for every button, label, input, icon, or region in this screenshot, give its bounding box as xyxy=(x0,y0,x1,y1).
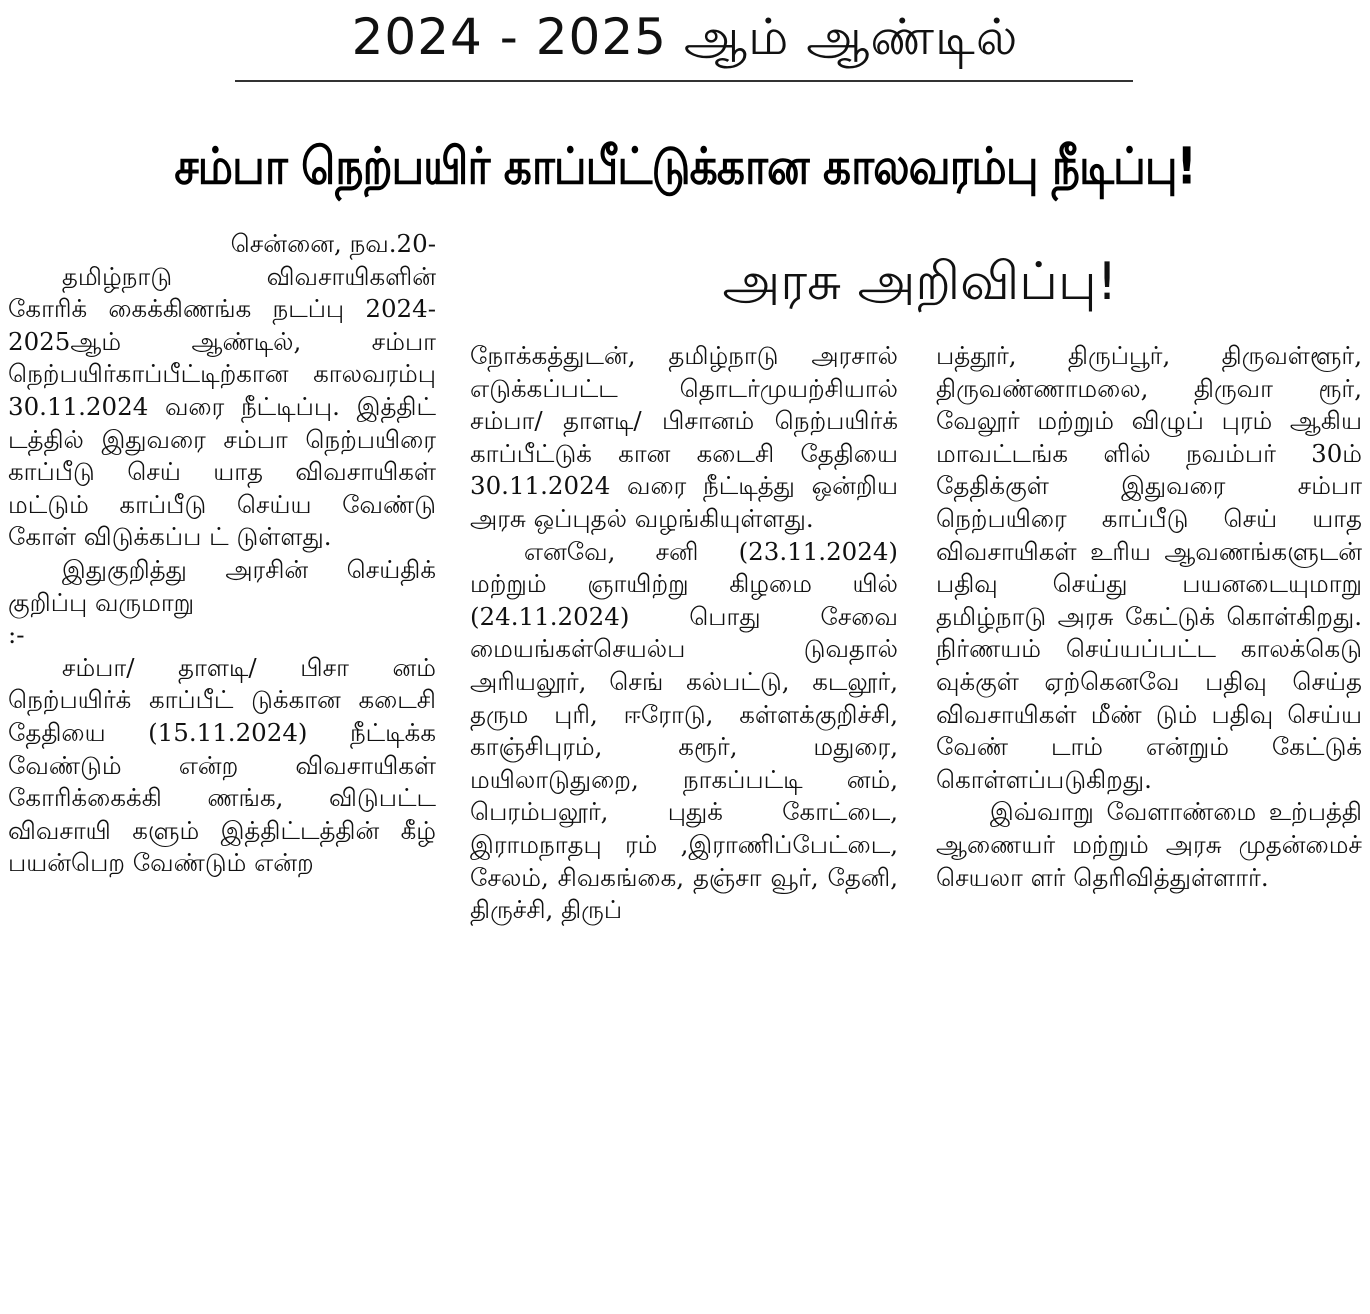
col1-paragraph-2: இதுகுறித்து அரசின் செய்திக் குறிப்பு வருமாறு xyxy=(8,554,436,617)
article-column-1 xyxy=(8,228,436,1308)
col3-paragraph-1: பத்தூர், திருப்பூர், திருவள்ளூர், திருவண்ணாமலை, திருவா ரூர், வேலூர் மற்றும் விழுப் புரம் ஆகிய மாவட்டங்க ளில் நவம்பர் 30ம் தேதிக்குள் இதுவரை சம்பா நெற்பயிரை காப்பீடு செய் யாத விவசாயிகள் உரிய ஆவணங்களுடன் பதிவு செய்து பயனடையுமாறு தமிழ்நாடு அரசு கேட்டுக் கொள்கிறது. நிர்ணயம் செய்யப்பட்ட காலக்கெடு வுக்குள் ஏற்கெனவே பதிவு செய்த விவசாயிகள் மீண் டும் பதிவு செய்ய வேண் டாம் என்றும் கேட்டுக் கொள்ளப்படுகிறது. xyxy=(936,341,1362,794)
col2-paragraph-2: எனவே, சனி (23.11.2024) மற்றும் ஞாயிற்று கிழமை யில் (24.11.2024) பொது சேவை மையங்கள்செயல்ப டுவதால் அரியலூர், செங் கல்பட்டு, கடலூர், தரும புரி, ஈரோடு, கள்ளக்குறிச்சி, காஞ்சிபுரம், கரூர், மதுரை, மயிலாடுதுறை, நாகப்பட்டி னம், பெரம்பலூர், புதுக் கோட்டை, இராமநாதபு ரம் ,இராணிப்பேட்டை, சேலம், சிவகங்கை, தஞ்சா வூர், தேனி, திருச்சி, திருப் xyxy=(470,536,898,925)
subheadline: அரசு அறிவிப்பு! xyxy=(722,252,1118,312)
col2-paragraph-1: நோக்கத்துடன், தமிழ்நாடு அரசால் எடுக்கப்பட்ட தொடர்முயற்சியால் சம்பா/ தாளடி/ பிசானம் நெற்பயிர்க் காப்பீட்டுக் கான கடைசி தேதியை 30.11.2024 வரை நீட்டித்து ஒன்றிய அரசு ஒப்புதல் வழங்கியுள்ளது. xyxy=(470,341,898,533)
col1-paragraph-3: சம்பா/ தாளடி/ பிசா னம் நெற்பயிர்க் காப்பீட் டுக்கான கடைசி தேதியை (15.11.2024) நீட்டிக்க வேண்டும் என்ற விவசாயிகள் கோரிக்கைக்கி ணங்க, விடுபட்ட விவசாயி களும் இத்திட்டத்தின் கீழ் பயன்பெற வேண்டும் என்ற xyxy=(8,652,436,878)
col1-symbol-line: :- xyxy=(8,620,25,650)
col1-paragraph-1: தமிழ்நாடு விவசாயிகளின் கோரிக் கைக்கிணங்க நடப்பு 2024-2025ஆம் ஆண்டில், சம்பா நெற்பயிர்காப்பீட்டிற்கான காலவரம்பு 30.11.2024 வரை நீட்டிப்பு. இத்திட் டத்தில் இதுவரை சம்பா நெற்பயிரை காப்பீடு செய் யாத விவசாயிகள் மட்டும் காப்பீடு செய்ய வேண்டு கோள் விடுக்கப்ப ட் டுள்ளது. xyxy=(8,261,436,552)
kicker-title: 2024 - 2025 ஆம் ஆண்டில் xyxy=(351,8,1019,66)
kicker-divider xyxy=(235,80,1133,82)
headline: சம்பா நெற்பயிர் காப்பீட்டுக்கான காலவரம்பு நீடிப்பு! xyxy=(174,137,1196,196)
article-column-2 xyxy=(470,340,898,1308)
col3-paragraph-2: இவ்வாறு வேளாண்மை உற்பத்தி ஆணையர் மற்றும் அரசு முதன்மைச் செயலா ளர் தெரிவித்துள்ளார். xyxy=(936,797,1362,892)
dateline: சென்னை, நவ.20- xyxy=(230,229,436,258)
article-column-3 xyxy=(936,340,1362,1308)
